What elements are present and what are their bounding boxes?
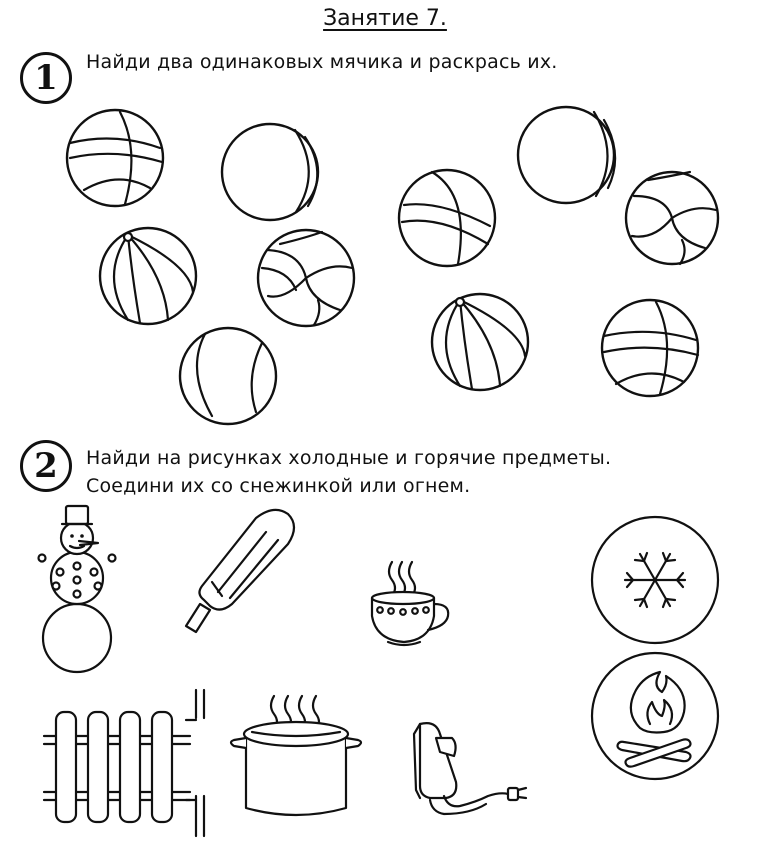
- ball-icon[interactable]: [67, 110, 163, 206]
- task-1-instruction: Найди два одинаковых мячика и раскрась их.: [86, 51, 558, 73]
- task-2-line-1: Найди на рисунках холодные и горячие предметы.: [86, 447, 612, 469]
- task-2-line-2: Соедини их со снежинкой или огнем.: [86, 475, 471, 497]
- ball-icon[interactable]: [100, 228, 196, 324]
- ball-icon[interactable]: [626, 172, 718, 264]
- radiator-icon[interactable]: [44, 690, 204, 836]
- ball-icon[interactable]: [258, 230, 354, 326]
- task-number: 1: [34, 58, 58, 98]
- ball-icon[interactable]: [180, 328, 276, 424]
- snowflake-icon[interactable]: [592, 517, 718, 643]
- page-title: Занятие 7.: [323, 6, 447, 31]
- iron-icon[interactable]: [414, 723, 526, 814]
- popsicle-icon[interactable]: [186, 510, 294, 632]
- ball-icon[interactable]: [399, 170, 495, 266]
- task-number: 2: [34, 446, 58, 486]
- ball-icon[interactable]: [518, 107, 615, 203]
- snowman-icon[interactable]: [39, 506, 116, 672]
- steaming-cup-icon[interactable]: [372, 562, 448, 645]
- steaming-pot-icon[interactable]: [231, 696, 361, 815]
- ball-icon[interactable]: [602, 300, 698, 396]
- campfire-icon[interactable]: [592, 653, 718, 779]
- ball-icon[interactable]: [222, 124, 318, 220]
- ball-icon[interactable]: [432, 294, 528, 390]
